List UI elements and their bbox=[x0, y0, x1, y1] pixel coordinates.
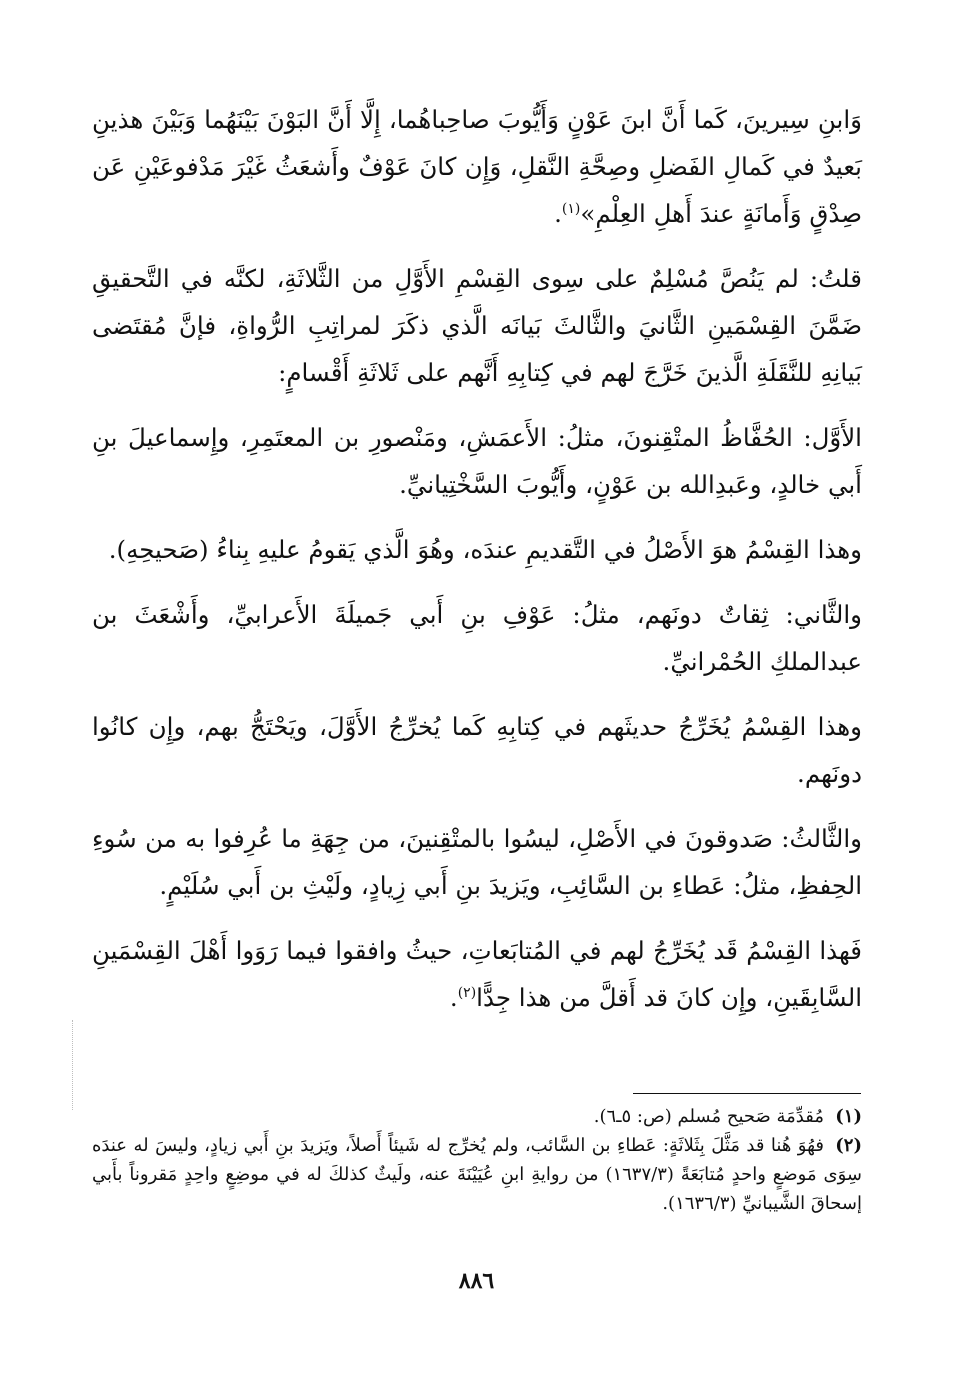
footnote-2-number: (٢) bbox=[835, 1135, 862, 1156]
paragraph-8-text: فَهذا القِسْمُ قَد يُخَرِّجُ لهم في المُتابَعاتِ، حيثُ وافقوا فيما رَوَوا أَهْلَ القِسْمَينِ السَّابِقَينِ، وإِن كانَ قد أَقلَّ من هذا جِدًّا bbox=[92, 936, 862, 1012]
footnote-separator bbox=[633, 1093, 861, 1094]
paragraph-5: والثَّاني: ثِقاتٌ دونَهم، مثلُ: عَوْفِ بنِ أَبي جَميلَةَ الأَعرابيِّ، وأَشْعَثَ بن عبدالملكِ الحُمْرانيِّ. bbox=[92, 600, 862, 676]
footnote-1 bbox=[92, 1102, 862, 1131]
margin-dotted-line bbox=[72, 1020, 73, 1110]
footnotes bbox=[92, 1102, 862, 1218]
paragraph-4: وهذا القِسْمُ هوَ الأَصْلُ في التَّقديمِ عندَه، وهُوَ الَّذي يَقومُ عليهِ بِناءُ (صَحيحِهِ). bbox=[108, 535, 862, 564]
paragraph-1-text: وَابنِ سِيرينَ، كَما أَنَّ ابنَ عَوْنٍ وَأَيُّوبَ صاحِباهُما، إِلَّا أَنَّ البَوْنَ بَيْنَهُما وَبَيْنَ هذينِ بَعيدٌ في كَمالِ الفَضلِ وصِحَّةِ النَّقلِ، وَإِن كانَ عَوْفٌ وأَشعَثُ غَيْرَ مَدْفوعَيْنِ عَن صِدْقٍ وَأَمانَةٍ عندَ أَهلِ العِلْمِ» bbox=[92, 105, 862, 228]
footnote-2-text: فهُوَ هُنا قد مَثَّلَ بِثَلاثَةٍ: عَطاءِ بن السَّائب، ولم يُخرِّج له شَيئاً أَصلاً، ويَزيدَ بنِ أَبي زيادٍ، وليسَ له عندَه سِوَى مَوضعٍ واحدٍ مُتابَعَةً (١٦٣٧/٣) من روايةِ ابنِ عُيَيْنَةَ عنه، ولَيثٌ كذلكَ له في موضِعٍ واحِدٍ مَقروناً بأَبي إسحاقَ الشَّيبانيِّ (١٦٣٦/٣). bbox=[92, 1135, 862, 1214]
main-text bbox=[92, 96, 862, 1051]
paragraph-8: فَهذا القِسْمُ قَد يُخَرِّجُ لهم في المُتابَعاتِ، حيثُ وافقوا فيما رَوَوا أَهْلَ القِسْمَينِ السَّابِقَينِ، وإِن كانَ قد أَقلَّ من هذا جِدًّا$^{(٢)}$. bbox=[92, 936, 862, 1012]
footnote-ref-1[interactable]: (١) bbox=[561, 200, 581, 217]
paragraph-1: وَابنِ سِيرينَ، كَما أَنَّ ابنَ عَوْنٍ وَأَيُّوبَ صاحِباهُما، إِلَّا أَنَّ البَوْنَ بَيْنَهُما وَبَيْنَ هذينِ بَعيدٌ في كَمالِ الفَضلِ وصِحَّةِ النَّقلِ، وَإِن كانَ عَوْفٌ وأَشعَثُ غَيْرَ مَدْفوعَيْنِ عَن صِدْقٍ وَأَمانَةٍ عندَ أَهلِ العِلْمِ»$^{(١)}$. bbox=[92, 105, 862, 228]
footnote-2 bbox=[92, 1131, 862, 1218]
paragraph-3: الأَوَّل: الحُفَّاظُ المتْقِنونَ، مثلُ: الأَعمَشِ، ومَنْصورِ بن المعتَمِرِ، وإِسماعيلَ بنِ أَبي خالدٍ، وعَبدِالله بن عَوْنٍ، وأَيُّوبَ السَّخْتِيانيِّ. bbox=[92, 423, 862, 499]
paragraph-2: قلتُ: لم يَنُصَّ مُسْلِمٌ على سِوى القِسْمِ الأَوَّلِ من الثَّلاثَةِ، لكنَّه في التَّحقيقِ ضَمَّنَ القِسْمَينِ الثَّانيَ والثَّالثَ بَيانَه الَّذي ذكَرَ لمراتِبِ الرُّواةِ، فإنَّ مُقتَضى بَيانِهِ للنَّقَلَةِ الَّذينَ خَرَّجَ لهم في كِتابِهِ أَنَّهم على ثَلاثَةِ أَقْسامٍ: bbox=[92, 264, 862, 387]
page-number: ٨٨٦ bbox=[458, 1268, 495, 1294]
paragraph-6: وهذا القِسْمُ يُخَرِّجُ حديثَهم في كِتابِهِ كَما يُخرِّجُ الأَوَّلَ، ويَحْتَجُّ بهم، وإِن كانُوا دونَهم. bbox=[92, 712, 862, 788]
paragraph-7: والثَّالثُ: صَدوقونَ في الأَصْلِ، ليسُوا بالمتْقِنينَ، من جِهَةِ ما عُرِفوا به من سُوءِ الحِفظِ، مثلُ: عَطاءِ بن السَّائِبِ، ويَزيدَ بنِ أَبي زِيادٍ، ولَيْثِ بن أَبي سُلَيْمٍ. bbox=[92, 824, 862, 900]
footnote-1-number: (١) bbox=[835, 1106, 862, 1127]
footnote-ref-2[interactable]: (٢) bbox=[457, 984, 477, 1001]
footnote-1-text: مُقدِّمَة صَحيح مُسلم (ص: ٥ـ٦). bbox=[593, 1106, 824, 1127]
